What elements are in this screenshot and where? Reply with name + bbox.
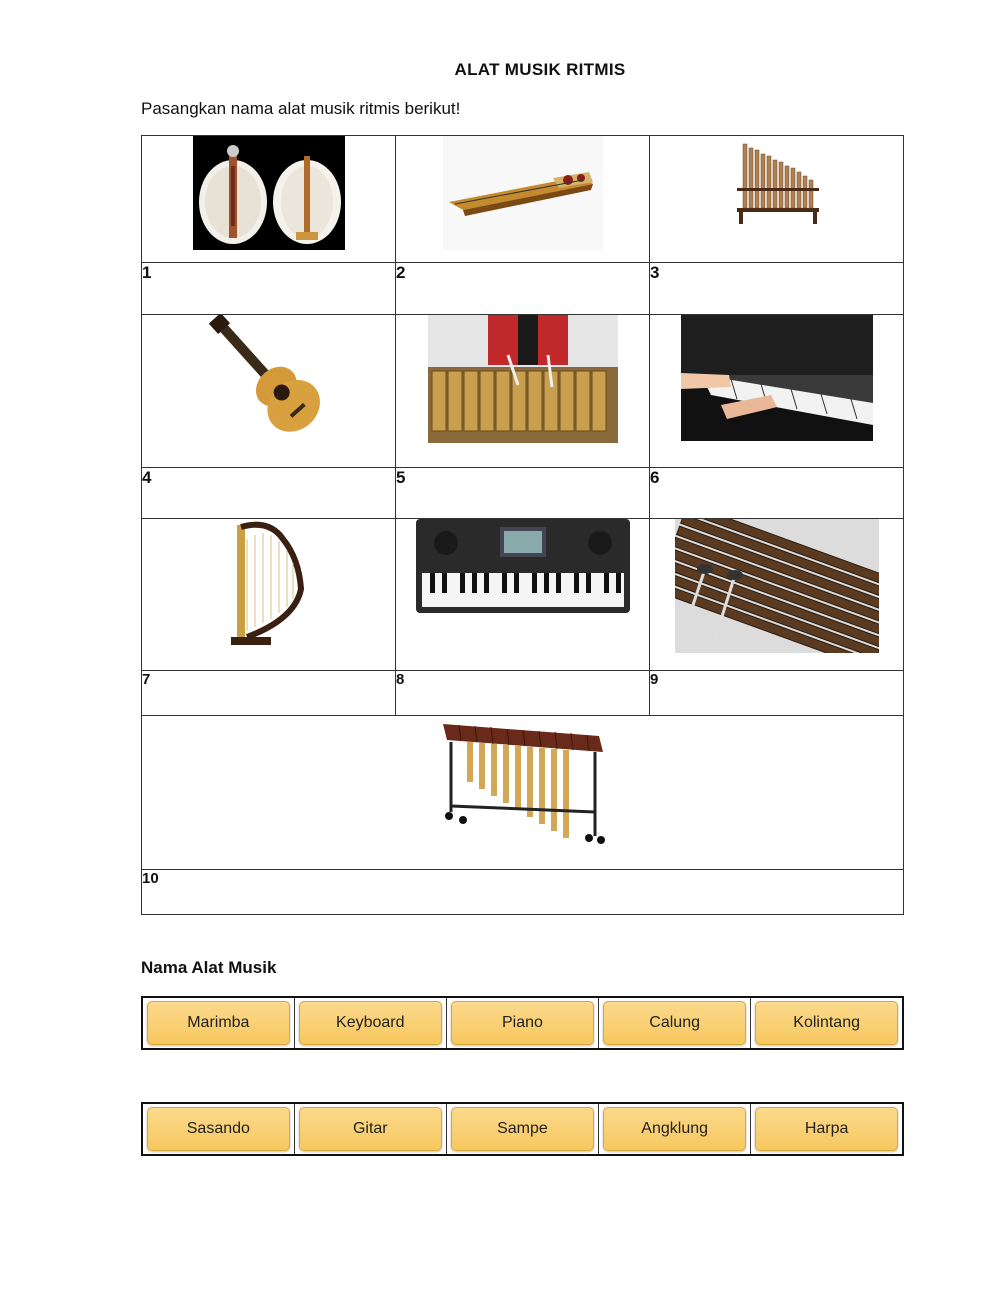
instrument-cell-5 [396, 315, 650, 468]
answer-chip[interactable]: Gitar [299, 1107, 442, 1151]
answer-chip[interactable]: Keyboard [299, 1001, 442, 1045]
instrument-cell-1 [142, 136, 396, 263]
answer-chip[interactable]: Calung [603, 1001, 746, 1045]
keyboard-picture [416, 519, 630, 613]
word-bank-row-1 [141, 996, 904, 1050]
marimba-picture [439, 716, 607, 846]
instrument-cell-2 [396, 136, 650, 263]
harp-picture [229, 519, 309, 651]
instrument-number: 4 [142, 468, 396, 519]
instrument-cell-8 [396, 519, 650, 671]
answer-chip[interactable]: Marimba [147, 1001, 290, 1045]
instrument-cell-4 [142, 315, 396, 468]
answer-chip[interactable]: Harpa [755, 1107, 898, 1151]
instruction-text: Pasangkan nama alat musik ritmis berikut! [141, 99, 461, 118]
instrument-number: 6 [650, 468, 904, 519]
calung-picture [675, 519, 879, 653]
answer-chip[interactable]: Sampe [451, 1107, 594, 1151]
piano-picture [681, 315, 873, 441]
instrument-number: 2 [396, 263, 650, 315]
instrument-cell-9 [650, 519, 904, 671]
instrument-number: 10 [142, 870, 904, 915]
instrument-number: 5 [396, 468, 650, 519]
instrument-number: 8 [396, 671, 650, 716]
guitar-picture [207, 315, 331, 439]
bank-title: Nama Alat Musik [141, 958, 277, 977]
instrument-cell-6 [650, 315, 904, 468]
instrument-number: 1 [142, 263, 396, 315]
page-title: ALAT MUSIK RITMIS [454, 60, 626, 79]
word-bank-row-2 [141, 1102, 904, 1156]
instrument-number: 9 [650, 671, 904, 716]
instrument-grid [141, 135, 904, 915]
answer-chip[interactable]: Angklung [603, 1107, 746, 1151]
instrument-number: 3 [650, 263, 904, 315]
answer-chip[interactable]: Piano [451, 1001, 594, 1045]
angklung-picture [729, 136, 825, 232]
instrument-cell-3 [650, 136, 904, 263]
sasando-picture [193, 136, 345, 250]
sampe-picture [443, 136, 603, 250]
instrument-cell-7 [142, 519, 396, 671]
answer-chip[interactable]: Sasando [147, 1107, 290, 1151]
answer-chip[interactable]: Kolintang [755, 1001, 898, 1045]
instrument-number: 7 [142, 671, 396, 716]
instrument-cell-10 [142, 716, 904, 870]
kolintang-picture [428, 315, 618, 443]
